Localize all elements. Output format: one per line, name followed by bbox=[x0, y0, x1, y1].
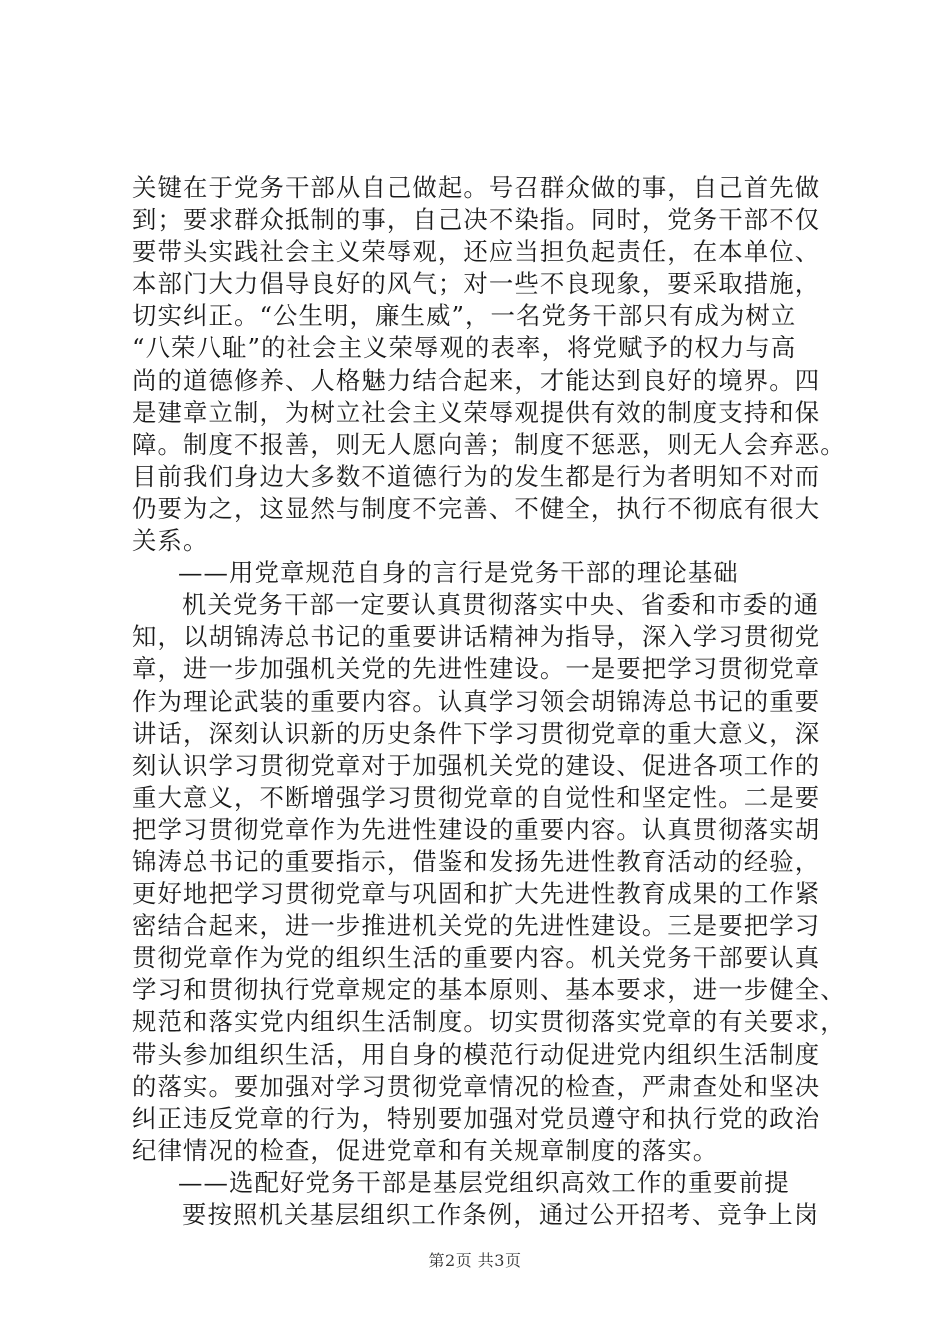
text-line: 学习和贯彻执行党章规定的基本原则、基本要求，进一步健全、 bbox=[132, 975, 846, 1005]
text-line: 知，以胡锦涛总书记的重要讲话精神为指导，深入学习贯彻党 bbox=[132, 622, 821, 652]
text-line: 贯彻党章作为党的组织生活的重要内容。机关党务干部要认真 bbox=[132, 943, 821, 973]
text-line: 尚的道德修养、人格魅力结合起来，才能达到良好的境界。四 bbox=[132, 365, 821, 395]
text-line: 切实纠正。“公生明，廉生威”，一名党务干部只有成为树立 bbox=[132, 301, 797, 331]
paragraph-first-line: 要按照机关基层组织工作条例，通过公开招考、竞争上岗 bbox=[182, 1200, 820, 1229]
text-line: 锦涛总书记的重要指示，借鉴和发扬先进性教育活动的经验， bbox=[132, 846, 821, 876]
text-line: 密结合起来，进一步推进机关党的先进性建设。三是要把学习 bbox=[132, 911, 821, 941]
text-line: 作为理论武装的重要内容。认真学习领会胡锦涛总书记的重要 bbox=[132, 686, 821, 716]
text-line: 到；要求群众抵制的事，自己决不染指。同时，党务干部不仅 bbox=[132, 205, 821, 235]
text-line: 纪律情况的检查，促进党章和有关规章制度的落实。 bbox=[132, 1135, 719, 1165]
text-line: 把学习贯彻党章作为先进性建设的重要内容。认真贯彻落实胡 bbox=[132, 814, 821, 844]
text-line: 障。制度不报善，则无人愿向善；制度不惩恶，则无人会弃恶。 bbox=[132, 429, 846, 459]
section-heading: ——用党章规范自身的言行是党务干部的理论基础 bbox=[178, 558, 739, 588]
text-line: 带头参加组织生活，用自身的模范行动促进党内组织生活制度 bbox=[132, 1039, 821, 1069]
text-line: 规范和落实党内组织生活制度。切实贯彻落实党章的有关要求， bbox=[132, 1007, 846, 1037]
text-line: 更好地把学习贯彻党章与巩固和扩大先进性教育成果的工作紧 bbox=[132, 879, 821, 909]
section-heading: ——选配好党务干部是基层党组织高效工作的重要前提 bbox=[178, 1167, 790, 1197]
text-line: 本部门大力倡导良好的风气；对一些不良现象，要采取措施， bbox=[132, 269, 821, 299]
text-line: 仍要为之，这显然与制度不完善、不健全，执行不彻底有很大 bbox=[132, 493, 821, 523]
text-line: 纠正违反党章的行为，特别要加强对党员遵守和执行党的政治 bbox=[132, 1103, 821, 1133]
text-line: 章，进一步加强机关党的先进性建设。一是要把学习贯彻党章 bbox=[132, 654, 821, 684]
text-line: 目前我们身边大多数不道德行为的发生都是行为者明知不对而 bbox=[132, 461, 821, 491]
text-line: 要带头实践社会主义荣辱观，还应当担负起责任，在本单位、 bbox=[132, 237, 821, 267]
paragraph-first-line: 机关党务干部一定要认真贯彻落实中央、省委和市委的通 bbox=[182, 590, 820, 620]
page-number-footer: 第2页 共3页 bbox=[428, 1251, 522, 1270]
text-line: 关系。 bbox=[132, 526, 209, 556]
document-body bbox=[132, 172, 852, 1231]
text-line: “八荣八耻”的社会主义荣辱观的表率，将党赋予的权力与高 bbox=[132, 333, 797, 363]
text-line: 刻认识学习贯彻党章对于加强机关党的建设、促进各项工作的 bbox=[132, 750, 821, 780]
text-line: 的落实。要加强对学习贯彻党章情况的检查，严肃查处和坚决 bbox=[132, 1071, 821, 1101]
text-line: 关键在于党务干部从自己做起。号召群众做的事，自己首先做 bbox=[132, 173, 821, 202]
text-line: 是建章立制，为树立社会主义荣辱观提供有效的制度支持和保 bbox=[132, 397, 821, 427]
text-line: 重大意义，不断增强学习贯彻党章的自觉性和坚定性。二是要 bbox=[132, 782, 821, 812]
text-line: 讲话，深刻认识新的历史条件下学习贯彻党章的重大意义，深 bbox=[132, 718, 821, 748]
